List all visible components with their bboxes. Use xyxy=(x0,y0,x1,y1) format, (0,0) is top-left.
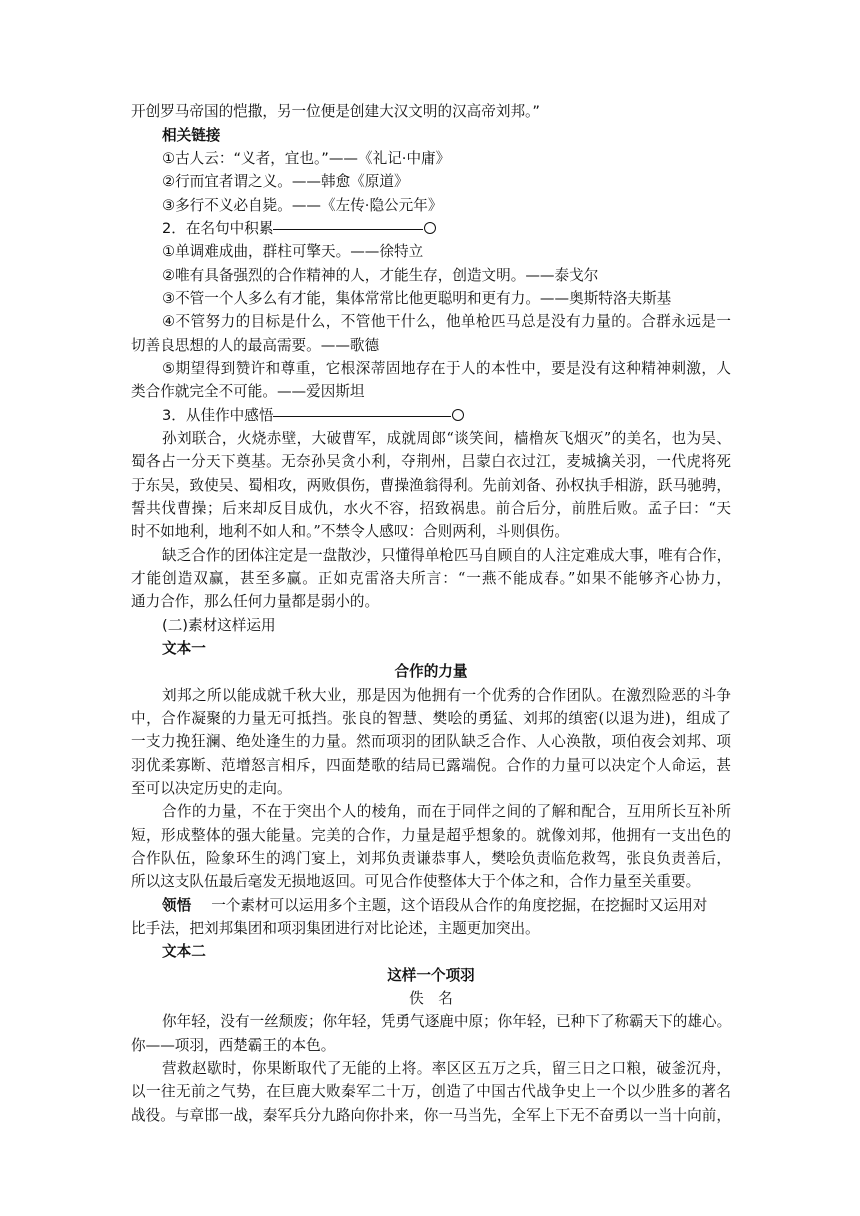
text-line: 你年轻，没有一丝颓废；你年轻，凭勇气逐鹿中原；你年轻，已种下了称霸天下的雄心。 xyxy=(162,1013,731,1030)
text-line: 孙刘联合，火烧赤壁，大破曹军，成就周郎“谈笑间，樯橹灰飞烟灭”的美名，也为吴、 xyxy=(162,430,731,447)
text-line: 于东吴，致使吴、蜀相攻，两败俱伤，曹操渔翁得利。先前刘备、孙权执手相游，跃马驰骋， xyxy=(131,477,731,494)
heading-rule xyxy=(273,416,451,417)
heading-text: 3．从佳作中感悟 xyxy=(162,407,274,424)
text-line: 短，形成整体的强大能量。完美的合作，力量是超乎想象的。就像刘邦，他拥有一支出色的 xyxy=(131,827,731,844)
text-line: 蜀各占一分天下奠基。无奈孙吴贪小利，夺荆州，吕蒙白衣过江，麦城擒关羽，一代虎将死 xyxy=(131,453,731,470)
text-line: 战役。与章邯一战，秦军兵分九路向你扑来，你一马当先，全军上下无不奋勇以一当十向前， xyxy=(131,1107,731,1124)
text-line: 合作的力量，不在于突出个人的棱角，而在于同伴之间的了解和配合，互用所长互补所 xyxy=(162,803,731,820)
text-line: 誓共伐曹操；后来却反目成仇，水火不容，招致祸患。前合后分，前胜后败。孟子曰：“天 xyxy=(131,500,731,517)
text-line: 至可以决定历史的走向。 xyxy=(131,780,292,797)
text-line: 一支力挽狂澜、绝处逢生的力量。然而项羽的团队缺乏合作、人心涣散，项伯夜会刘邦、项 xyxy=(131,733,731,750)
quote-line: ①古人云：“义者，宜也。”——《礼记·中庸》 xyxy=(162,150,451,167)
quote-line: 切善良思想的人的最高需要。——歌德 xyxy=(131,337,380,354)
insight-paragraph xyxy=(162,895,731,917)
text-label-one: 文本一 xyxy=(162,640,206,657)
section-heading-good-writing xyxy=(162,405,731,427)
text-line: 中，合作凝聚的力量无可抵挡。张良的智慧、樊哙的勇猛、刘邦的缜密(以退为进)，组成了 xyxy=(131,710,731,727)
text-line: 刘邦之所以能成就千秋大业，那是因为他拥有一个优秀的合作团队。在激烈险恶的斗争 xyxy=(162,687,731,704)
article-title: 合作的力量 xyxy=(394,663,468,680)
text-line: 所以这支队伍最后毫发无损地返回。可见合作使整体大于个体之和，合作力量至关重要。 xyxy=(131,873,701,890)
circle-icon xyxy=(424,222,436,234)
insight-label: 领悟 xyxy=(162,897,192,914)
text-line: 以一往无前之气势，在巨鹿大败秦军二十万，创造了中国古代战争史上一个以少胜多的著名 xyxy=(131,1083,731,1100)
text-line: 比手法，把刘邦集团和项羽集团进行对比论述，主题更加突出。 xyxy=(131,920,540,937)
text-line: 才能创造双赢，甚至多赢。正如克雷洛夫所言：“一燕不能成春。”如果不能够齐心协力， xyxy=(131,570,731,587)
quote-line: 类合作就完全不可能。——爱因斯坦 xyxy=(131,383,365,400)
quote-line: ③多行不义必自毙。——《左传·隐公元年》 xyxy=(162,197,443,214)
heading-text: 2．在名句中积累 xyxy=(162,220,274,237)
section-heading-material-use: (二)素材这样运用 xyxy=(162,617,276,634)
heading-rule xyxy=(273,229,423,230)
text-line: 合作队伍，险象环生的鸿门宴上，刘邦负责谦恭事人，樊哙负责临危救驾，张良负责善后， xyxy=(131,850,731,867)
quote-line: ①单调难成曲，群柱可擎天。——徐特立 xyxy=(162,243,424,260)
text-line: 通力合作，那么任何力量都是弱小的。 xyxy=(131,593,380,610)
text-line: 你——项羽，西楚霸王的本色。 xyxy=(131,1037,336,1054)
quote-line: ②行而宜者谓之义。——韩愈《原道》 xyxy=(162,173,409,190)
text-line: 羽优柔寡断、范增怒言相斥，四面楚歌的结局已露端倪。合作的力量可以决定个人命运，甚 xyxy=(131,757,731,774)
text-line: 缺乏合作的团体注定是一盘散沙，只懂得单枪匹马自顾自的人注定难成大事，唯有合作， xyxy=(162,547,731,564)
article-title: 这样一个项羽 xyxy=(387,967,475,984)
quote-line: ④不管努力的目标是什么，不管他干什么，他单枪匹马总是没有力量的。合群永远是一 xyxy=(162,313,731,330)
text-label-two: 文本二 xyxy=(162,943,206,960)
text-line: 营救赵歇时，你果断取代了无能的上将。率区区五万之兵，留三日之口粮，破釜沉舟， xyxy=(162,1060,731,1077)
quote-line: ⑤期望得到赞许和尊重，它根深蒂固地存在于人的本性中，要是没有这种精神刺激，人 xyxy=(162,360,731,377)
text-line: 开创罗马帝国的恺撒，另一位便是创建大汉文明的汉高帝刘邦。” xyxy=(131,103,540,120)
text-line: 时不如地利，地利不如人和。”不禁令人感叹：合则两利，斗则俱伤。 xyxy=(131,523,569,540)
quote-line: ②唯有具备强烈的合作精神的人，才能生存，创造文明。——泰戈尔 xyxy=(162,267,599,284)
quote-line: ③不管一个人多么有才能，集体常常比他更聪明和更有力。——奥斯特洛夫斯基 xyxy=(162,290,672,307)
author-line: 佚 名 xyxy=(409,990,453,1007)
section-heading-famous-quotes xyxy=(162,218,731,240)
section-heading-related-links: 相关链接 xyxy=(162,127,221,144)
insight-text: 一个素材可以运用多个主题，这个语段从合作的角度挖掘，在挖掘时又运用对 xyxy=(211,897,708,914)
circle-icon xyxy=(452,409,464,421)
